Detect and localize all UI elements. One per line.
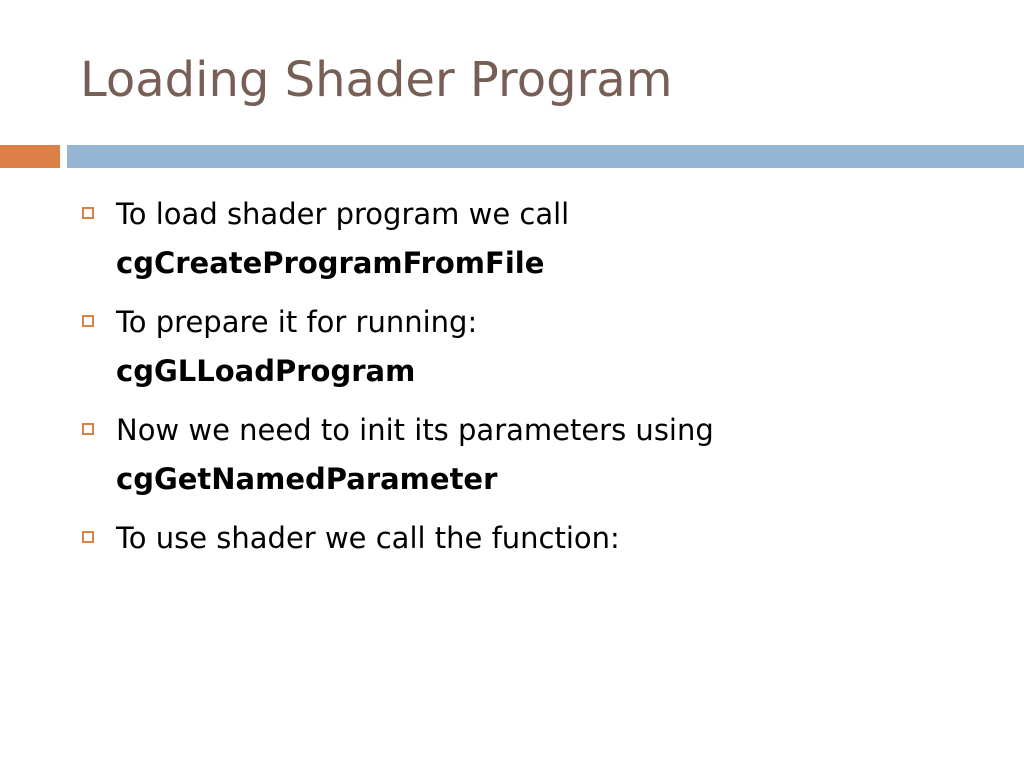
bullet-item <box>80 298 1000 396</box>
square-bullet-icon <box>82 315 94 327</box>
bullet-code: cgCreateProgramFromFile <box>116 246 545 280</box>
bullet-item <box>80 514 1000 563</box>
bullet-item <box>80 406 1000 504</box>
bullet-text: To prepare it for running: <box>116 305 478 339</box>
square-bullet-icon <box>82 531 94 543</box>
bullet-text: To load shader program we call <box>116 197 570 231</box>
accent-bar-orange <box>0 145 60 168</box>
slide-title: Loading Shader Program <box>80 52 673 108</box>
square-bullet-icon <box>82 207 94 219</box>
bullet-list <box>80 190 1000 573</box>
bullet-item <box>80 190 1000 288</box>
bullet-code: cgGetNamedParameter <box>116 462 498 496</box>
bullet-text: Now we need to init its parameters using <box>116 413 714 447</box>
bullet-text: To use shader we call the function: <box>116 521 620 555</box>
accent-bar-blue <box>67 145 1024 168</box>
bullet-code: cgGLLoadProgram <box>116 354 416 388</box>
square-bullet-icon <box>82 423 94 435</box>
